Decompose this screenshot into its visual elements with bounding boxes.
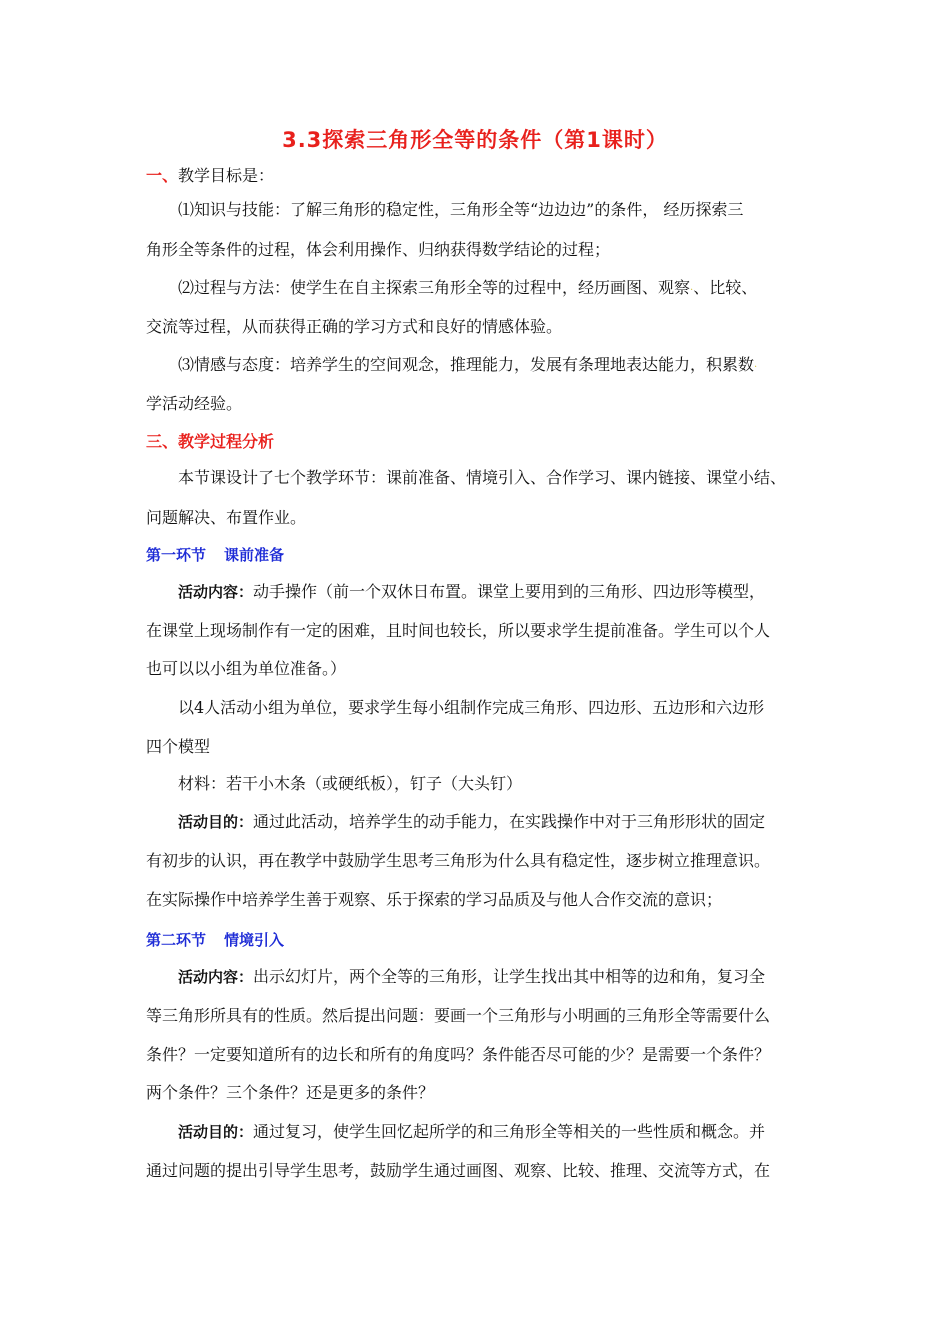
goal-1-line-2: 角形全等条件的过程，体会利用操作、归纳获得数学结论的过程； — [146, 240, 611, 259]
step-1-number: 第一环节 — [146, 546, 207, 564]
content-text: 出示幻灯片，两个全等的三角形，让学生找出其中相等的边和角，复习全 — [253, 967, 766, 986]
step-2-title: 情境引入 — [224, 931, 285, 949]
step-2-content-line-3: 条件？一定要知道所有的边长和所有的角度吗？条件能否尽可能的少？是需要一个条件？ — [146, 1045, 771, 1064]
step-2-purpose-line-1 — [178, 1122, 858, 1142]
edit-mark: . — [690, 282, 694, 293]
step-2-number: 第二环节 — [146, 931, 207, 949]
section-number: 一、 — [146, 166, 179, 185]
document-title: 3.3探索三角形全等的条件（第1课时） — [282, 128, 668, 152]
edit-mark: . — [754, 359, 758, 370]
goal-2-line-1 — [178, 278, 858, 298]
step-1-content-line-1 — [178, 582, 858, 602]
step-1-group-line-1: 以4人活动小组为单位，要求学生每小组制作完成三角形、四边形、五边形和六边形 — [178, 698, 765, 717]
purpose-text: 通过此活动，培养学生的动手能力，在实践操作中对于三角形形状的固定 — [253, 812, 766, 831]
step-1-purpose-line-2: 有初步的认识，再在教学中鼓励学生思考三角形为什么具有稳定性，逐步树立推理意识。 — [146, 851, 771, 870]
content-label: 活动内容： — [178, 583, 254, 601]
step-2-content-line-2: 等三角形所具有的性质。然后提出问题：要画一个三角形与小明画的三角形全等需要什么 — [146, 1006, 771, 1025]
step-1-group-line-2: 四个模型 — [146, 737, 211, 756]
section-heading-goals — [146, 166, 826, 186]
process-line-2: 问题解决、布置作业。 — [146, 508, 307, 527]
section-heading-process — [146, 432, 826, 452]
step-2-heading — [146, 930, 826, 950]
goal-2-line-2: 交流等过程，从而获得正确的学习方式和良好的情感体验。 — [146, 317, 563, 336]
section-title: 教学目标是： — [178, 166, 275, 185]
content-text: 动手操作（前一个双休日布置。课堂上要用到的三角形、四边形等模型， — [253, 582, 766, 601]
goal-2-text-b: 、比较、 — [693, 278, 758, 297]
step-2-content-line-4: 两个条件？三个条件？还是更多的条件？ — [146, 1083, 435, 1102]
step-2-purpose-line-2: 通过问题的提出引导学生思考，鼓励学生通过画图、观察、比较、推理、交流等方式，在 — [146, 1161, 771, 1180]
goal-3-text: ⑶情感与态度：培养学生的空间观念，推理能力，发展有条理地表达能力，积累数 — [178, 355, 755, 374]
goal-3-line-1 — [178, 355, 858, 375]
step-1-purpose-line-1 — [178, 812, 858, 832]
purpose-label: 活动目的： — [178, 1123, 254, 1141]
purpose-text: 通过复习，使学生回忆起所学的和三角形全等相关的一些性质和概念。并 — [253, 1122, 766, 1141]
step-2-content-line-1 — [178, 967, 858, 987]
step-1-title: 课前准备 — [224, 546, 285, 564]
purpose-label: 活动目的： — [178, 813, 254, 831]
goal-1-line-1: ⑴知识与技能：了解三角形的稳定性，三角形全等“边边边”的条件， 经历探索三 — [178, 200, 744, 219]
process-line-1: 本节课设计了七个教学环节：课前准备、情境引入、合作学习、课内链接、课堂小结、 — [178, 468, 787, 487]
step-1-content-line-3: 也可以以小组为单位准备。） — [146, 659, 347, 678]
step-1-content-line-2: 在课堂上现场制作有一定的困难，且时间也较长，所以要求学生提前准备。学生可以个人 — [146, 621, 771, 640]
goal-2-text-a: ⑵过程与方法：使学生在自主探索三角形全等的过程中，经历画图、观察 — [178, 278, 691, 297]
content-label: 活动内容： — [178, 968, 254, 986]
step-1-materials: 材料：若干小木条（或硬纸板），钉子（大头钉） — [178, 774, 523, 793]
section-title: 三、教学过程分析 — [146, 432, 275, 451]
goal-3-line-2: 学活动经验。 — [146, 394, 243, 413]
step-1-heading — [146, 545, 826, 565]
step-1-purpose-line-3: 在实际操作中培养学生善于观察、乐于探索的学习品质及与他人合作交流的意识； — [146, 890, 723, 909]
